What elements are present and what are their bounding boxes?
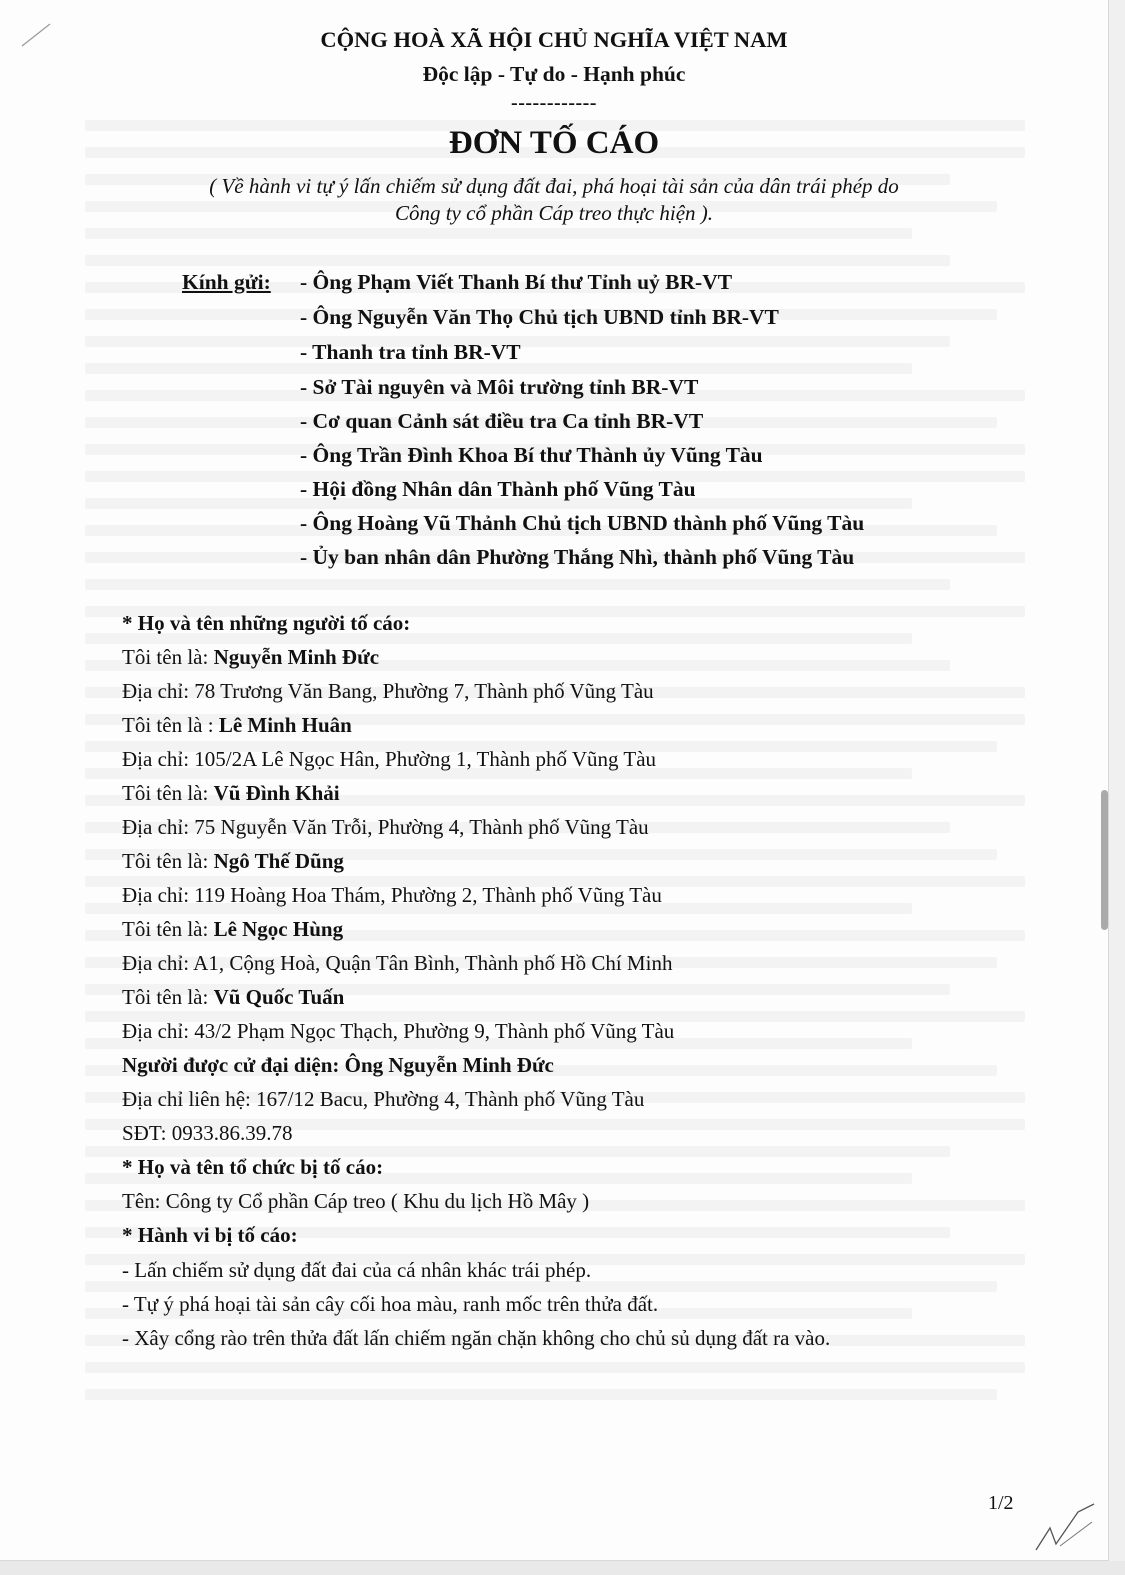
name-prefix: Tôi tên là: (122, 849, 214, 873)
recipient-item: - Sở Tài nguyên và Môi trường tỉnh BR-VT (300, 375, 699, 399)
name-prefix: Tôi tên là: (122, 985, 214, 1009)
name-prefix: Tôi tên là: (122, 917, 214, 941)
header-divider: ------------ (511, 92, 597, 114)
name-prefix: Tôi tên là : (122, 713, 219, 737)
subtitle-line-2: Công ty cổ phần Cáp treo thực hiện ). (394, 201, 714, 225)
scrollbar-thumb[interactable] (1101, 790, 1108, 930)
recipient-item: - Ông Nguyễn Văn Thọ Chủ tịch UBND tỉnh BR-VT (300, 305, 779, 329)
scroll-track[interactable] (1108, 0, 1125, 1575)
complainant-address: Địa chỉ: 119 Hoàng Hoa Thám, Phường 2, Thành phố Vũng Tàu (122, 883, 662, 907)
motto: Độc lập - Tự do - Hạnh phúc (422, 62, 686, 86)
subtitle-line-1: ( Về hành vi tự ý lấn chiếm sử dụng đất đai, phá hoại tài sản của dân trái phép do (209, 174, 899, 198)
complainant-address: Địa chỉ: 105/2A Lê Ngọc Hân, Phường 1, Thành phố Vũng Tàu (122, 747, 657, 771)
acts-heading: * Hành vi bị tố cáo: (122, 1223, 298, 1247)
recipient-item: - Ông Hoàng Vũ Thảnh Chủ tịch UBND thành phố Vũng Tàu (300, 511, 865, 535)
complainant-name: Ngô Thế Dũng (213, 849, 344, 873)
complainant-address: Địa chỉ: 78 Trương Văn Bang, Phường 7, Thành phố Vũng Tàu (122, 679, 654, 703)
nation-header: CỘNG HOÀ XÃ HỘI CHỦ NGHĨA VIỆT NAM (320, 27, 788, 52)
recipient-item: - Hội đồng Nhân dân Thành phố Vũng Tàu (300, 477, 696, 501)
complainants-heading: * Họ và tên những người tố cáo: (122, 611, 411, 635)
complainant-name: Lê Ngọc Hùng (213, 917, 344, 941)
complainant-name-line (122, 985, 344, 1010)
complainant-name-line (122, 849, 344, 874)
recipient-item: - Cơ quan Cảnh sát điều tra Ca tỉnh BR-VT (300, 409, 704, 433)
complainant-name-line (122, 917, 343, 942)
representative: Người được cử đại diện: Ông Nguyễn Minh Đức (122, 1053, 554, 1077)
recipient-item: - Ông Trần Đình Khoa Bí thư Thành ủy Vũng Tàu (300, 443, 763, 467)
name-prefix: Tôi tên là: (122, 781, 214, 805)
page-number: 1/2 (988, 1492, 1014, 1514)
act-item: - Xây cổng rào trên thửa đất lấn chiếm ngăn chặn không cho chủ sủ dụng đất ra vào. (122, 1326, 831, 1350)
complainant-name-line (122, 781, 340, 806)
contact-address: Địa chỉ liên hệ: 167/12 Bacu, Phường 4, Thành phố Vũng Tàu (122, 1087, 645, 1111)
accused-name: Tên: Công ty Cổ phần Cáp treo ( Khu du lịch Hồ Mây ) (122, 1189, 590, 1213)
complainant-name: Vũ Quốc Tuấn (213, 985, 345, 1009)
complainant-address: Địa chỉ: 43/2 Phạm Ngọc Thạch, Phường 9, Thành phố Vũng Tàu (122, 1019, 675, 1043)
complainant-name-line (122, 713, 352, 738)
signature-scribble-icon (1030, 1500, 1100, 1555)
complainant-address: Địa chỉ: A1, Cộng Hoà, Quận Tân Bình, Thành phố Hồ Chí Minh (122, 951, 673, 975)
complainant-name: Vũ Đình Khải (213, 781, 340, 805)
act-item: - Lấn chiếm sử dụng đất đai của cá nhân khác trái phép. (122, 1258, 592, 1282)
recipient-item: - Thanh tra tỉnh BR-VT (300, 340, 521, 364)
complainant-address: Địa chỉ: 75 Nguyễn Văn Trỗi, Phường 4, Thành phố Vũng Tàu (122, 815, 649, 839)
accused-heading: * Họ và tên tổ chức bị tố cáo: (122, 1155, 384, 1179)
bottom-edge (0, 1561, 1125, 1575)
complainant-name: Nguyễn Minh Đức (213, 645, 380, 669)
complainant-name-line (122, 645, 379, 670)
name-prefix: Tôi tên là: (122, 645, 214, 669)
document-title: ĐƠN TỐ CÁO (448, 125, 660, 161)
complainant-name: Lê Minh Huân (218, 713, 352, 737)
act-item: - Tự ý phá hoại tài sản cây cối hoa màu, ranh mốc trên thửa đất. (122, 1292, 659, 1316)
recipient-item: - Ông Phạm Viết Thanh Bí thư Tỉnh uỷ BR-VT (300, 270, 733, 294)
recipients-label: Kính gửi: (182, 270, 271, 294)
phone-number: SĐT: 0933.86.39.78 (122, 1121, 293, 1145)
recipient-item: - Ủy ban nhân dân Phường Thắng Nhì, thành phố Vũng Tàu (300, 545, 855, 569)
